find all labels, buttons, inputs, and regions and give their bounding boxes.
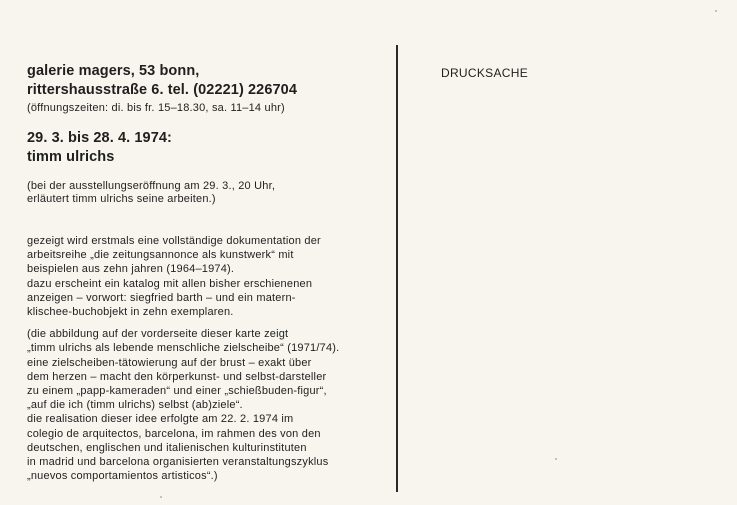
paper-speck bbox=[715, 10, 717, 12]
text-line: klischee-buchobjekt in zehn exemplaren. bbox=[27, 306, 234, 319]
printed-matter-label: DRUCKSACHE bbox=[441, 66, 529, 80]
exhibition-info bbox=[27, 129, 387, 167]
text-line: die realisation dieser idee erfolgte am 22. 2. 1974 im bbox=[27, 413, 294, 426]
text-line: „nuevos comportamientos artisticos“.) bbox=[27, 470, 218, 483]
opening-note bbox=[27, 180, 387, 206]
text-line: zu einem „papp-kameraden“ und einer „schießbuden-figur“, bbox=[27, 385, 327, 398]
text-line: anzeigen – vorwort: siegfried barth – und ein matern- bbox=[27, 291, 296, 304]
paper-speck bbox=[555, 458, 557, 460]
text-line: „auf die ich (timm ulrichs) selbst (ab)ziele“. bbox=[27, 399, 243, 412]
text-line: in madrid und barcelona organisierten veranstaltungszyklus bbox=[27, 456, 329, 469]
text-line: arbeitsreihe „die zeitungsannonce als kunstwerk“ mit bbox=[27, 249, 294, 262]
opening-hours: (öffnungszeiten: di. bis fr. 15–18.30, sa. 11–14 uhr) bbox=[27, 102, 285, 114]
exhibition-dates: 29. 3. bis 28. 4. 1974: bbox=[27, 130, 172, 146]
text-line: dazu erscheint ein katalog mit allen bisher erschienenen bbox=[27, 277, 313, 290]
text-line: gezeigt wird erstmals eine vollständige dokumentation der bbox=[27, 235, 321, 247]
paper-speck bbox=[160, 496, 162, 498]
text-line: deutschen, englischen und italienischen kulturinstituten bbox=[27, 441, 307, 454]
text-line: „timm ulrichs als lebende menschliche zielscheibe“ (1971/74). bbox=[27, 342, 340, 355]
center-divider-line bbox=[396, 45, 398, 492]
text-line: eine zielscheiben-tätowierung auf der brust – exakt über bbox=[27, 356, 312, 369]
gallery-street-line: rittershausstraße 6. tel. (02221) 226704 bbox=[27, 82, 297, 98]
text-line: dem herzen – macht den körperkunst- und selbst-darsteller bbox=[27, 370, 327, 383]
illustration-paragraph bbox=[27, 327, 387, 483]
documentation-paragraph bbox=[27, 234, 387, 319]
artist-name: timm ulrichs bbox=[27, 149, 115, 165]
gallery-address bbox=[27, 62, 387, 115]
text-line: erläutert timm ulrichs seine arbeiten.) bbox=[27, 193, 216, 205]
text-line: colegio de arquitectos, barcelona, im rahmen des von den bbox=[27, 427, 321, 440]
text-line: beispielen aus zehn jahren (1964–1974). bbox=[27, 263, 235, 276]
text-line: (die abbildung auf der vorderseite dieser karte zeigt bbox=[27, 328, 289, 341]
message-column bbox=[27, 62, 387, 483]
gallery-name-line: galerie magers, 53 bonn, bbox=[27, 63, 200, 79]
text-line: (bei der ausstellungseröffnung am 29. 3., 20 Uhr, bbox=[27, 180, 276, 192]
